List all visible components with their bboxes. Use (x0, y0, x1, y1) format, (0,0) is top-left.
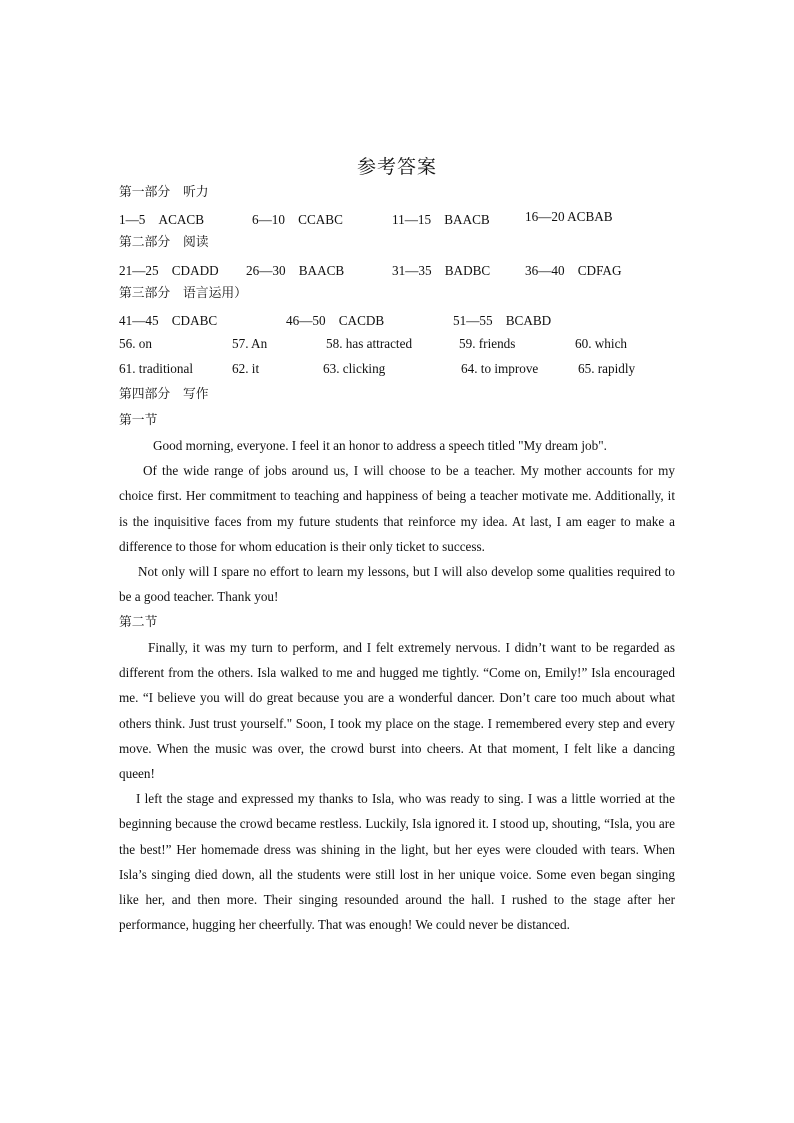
section2-heading: 第二节 (119, 615, 158, 630)
answer-item: 65. rapidly (578, 361, 636, 376)
part3-answers-row3 (119, 361, 679, 379)
essay-paragraph: Of the wide range of jobs around us, I will choose to be a teacher. My mother accounts for my choice first. Her commitment to teaching and happiness of being a teacher motivate me. Additionally, it is the inquisitive faces from my future students that reinforce my idea. At last, I am eager to make a difference to those for whom education is their only ticket to success. (119, 463, 675, 554)
answer-item: 56. on (119, 336, 152, 351)
part2-answers (119, 260, 679, 278)
answer-group: 31—35 BADBC (392, 263, 491, 278)
section1-essay (119, 433, 675, 609)
answer-group: 11—15 BAACB (392, 212, 490, 227)
part1-heading: 第一部分 听力 (119, 185, 209, 200)
answer-group: 16—20 ACBAB (525, 209, 613, 224)
section1-heading: 第一节 (119, 413, 158, 428)
answer-item: 57. An (232, 336, 268, 351)
part1-answers (119, 209, 679, 227)
answer-group: 36—40 CDFAG (525, 263, 622, 278)
essay-paragraph: Not only will I spare no effort to learn my lessons, but I will also develop some qualities required to be a good teacher. Thank you! (119, 564, 675, 605)
essay-paragraph: I left the stage and expressed my thanks to Isla, who was ready to sing. I was a little worried at the beginning because the crowd became restless. Luckily, Isla ignored it. I stood up, shouting, “Isla, you are the best!” Her homemade dress was shining in the light, but her eyes were clouded with tears. When Isla’s singing died down, all the students were still lost in her unique voice. Some even began singing like her, and then more. Their singing resounded around the hall. I rushed to the stage after her performance, hugging her cheerfully. That was enough! We could never be distanced. (119, 791, 675, 933)
answer-group: 46—50 CACDB (286, 313, 385, 328)
answer-group: 21—25 CDADD (119, 263, 219, 278)
answer-item: 62. it (232, 361, 260, 376)
answer-group: 1—5 ACACB (119, 212, 204, 227)
section2-essay (119, 635, 675, 937)
answer-group: 26—30 BAACB (246, 263, 345, 278)
essay-paragraph: Finally, it was my turn to perform, and I felt extremely nervous. I didn’t want to be regarded as different from the others. Isla walked to me and hugged me tightly. “Come on, Emily!” Isla encouraged me. “I believe you will do great because you are a wonderful dancer. Don’t care too much about what others think. Just trust yourself." Soon, I took my place on the stage. I remembered every step and every move. When the music was over, the crowd burst into cheers. At that moment, I felt like a dancing queen! (119, 640, 675, 782)
page-title: 参考答案 (356, 157, 437, 178)
answer-item: 64. to improve (461, 361, 539, 376)
part3-heading: 第三部分 语言运用） (119, 286, 247, 301)
answer-group: 51—55 BCABD (453, 313, 552, 328)
answer-item: 63. clicking (323, 361, 386, 376)
part3-answers-row2 (119, 336, 679, 354)
essay-paragraph: Good morning, everyone. I feel it an honor to address a speech titled "My dream job". (153, 438, 607, 453)
part3-answers-row1 (119, 310, 679, 328)
answer-item: 58. has attracted (326, 336, 413, 351)
part2-heading: 第二部分 阅读 (119, 235, 209, 250)
answer-item: 61. traditional (119, 361, 193, 376)
answer-item: 60. which (575, 336, 628, 351)
answer-item: 59. friends (459, 336, 516, 351)
answer-group: 41—45 CDABC (119, 313, 218, 328)
part4-heading: 第四部分 写作 (119, 387, 209, 402)
answer-group: 6—10 CCABC (252, 212, 343, 227)
